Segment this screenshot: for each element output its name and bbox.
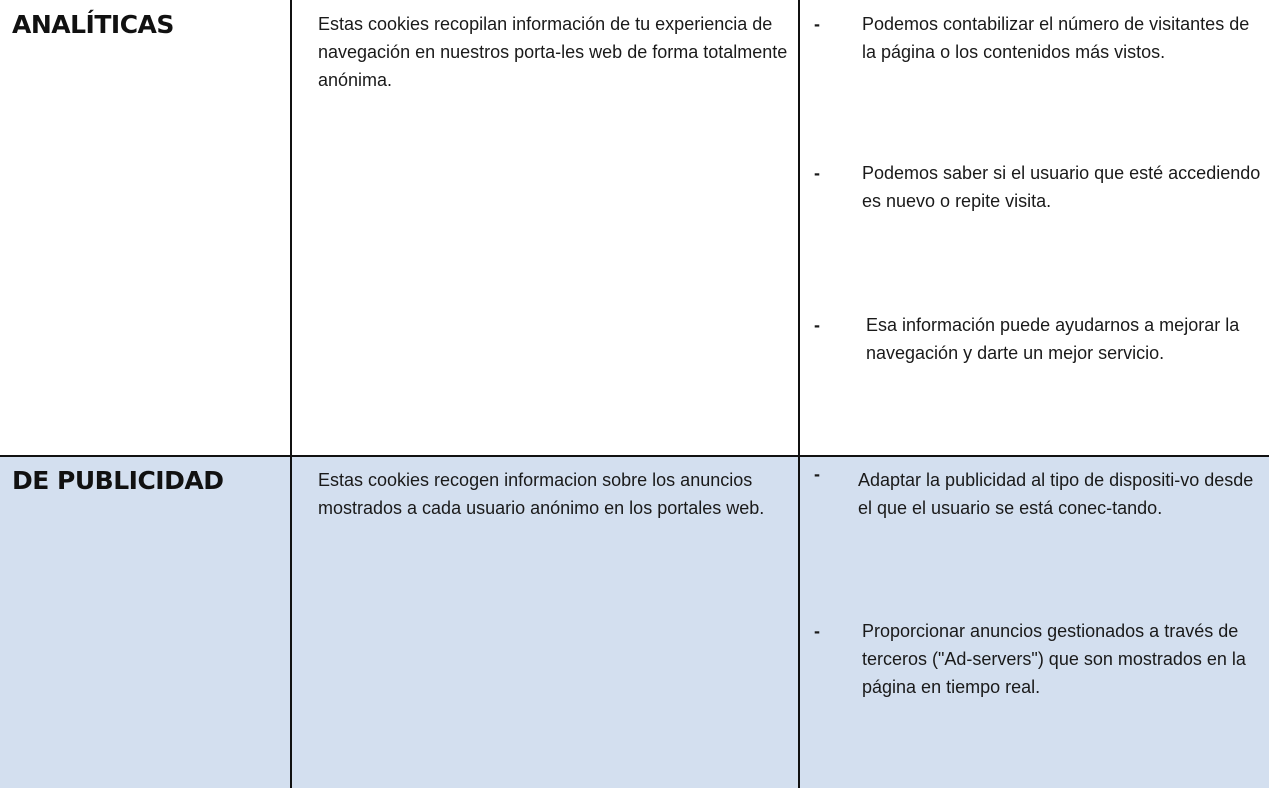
column-divider <box>290 0 292 788</box>
table-row-publicidad <box>0 456 1269 788</box>
dash-bullet: - <box>814 14 820 34</box>
list-item-text: Adaptar la publicidad al tipo de dispositi-vo desde el que el usuario se está conec-tando. <box>858 470 1254 518</box>
row-divider <box>0 455 1269 457</box>
dash-bullet: - <box>814 464 820 484</box>
dash-bullet: - <box>814 315 820 335</box>
dash-bullet: - <box>814 163 820 183</box>
list-item-text: Proporcionar anuncios gestionados a través de terceros ("Ad-servers") que son mostrados en la página en tiempo real. <box>862 621 1246 697</box>
category-description: Estas cookies recopilan información de tu experiencia de navegación en nuestros porta-les web de forma totalmente anónima. <box>318 14 788 90</box>
list-item-text: Podemos saber si el usuario que esté accediendo es nuevo o repite visita. <box>862 163 1261 211</box>
category-label: ANALÍTICAS <box>12 10 174 39</box>
column-divider <box>798 0 800 788</box>
list-item-text: Podemos contabilizar el número de visitantes de la página o los contenidos más vistos. <box>862 14 1250 62</box>
list-item-text: Esa información puede ayudarnos a mejorar la navegación y darte un mejor servicio. <box>866 315 1240 363</box>
category-description: Estas cookies recogen informacion sobre los anuncios mostrados a cada usuario anónimo en los portales web. <box>318 470 765 518</box>
dash-bullet: - <box>814 621 820 641</box>
category-label: DE PUBLICIDAD <box>12 466 224 495</box>
